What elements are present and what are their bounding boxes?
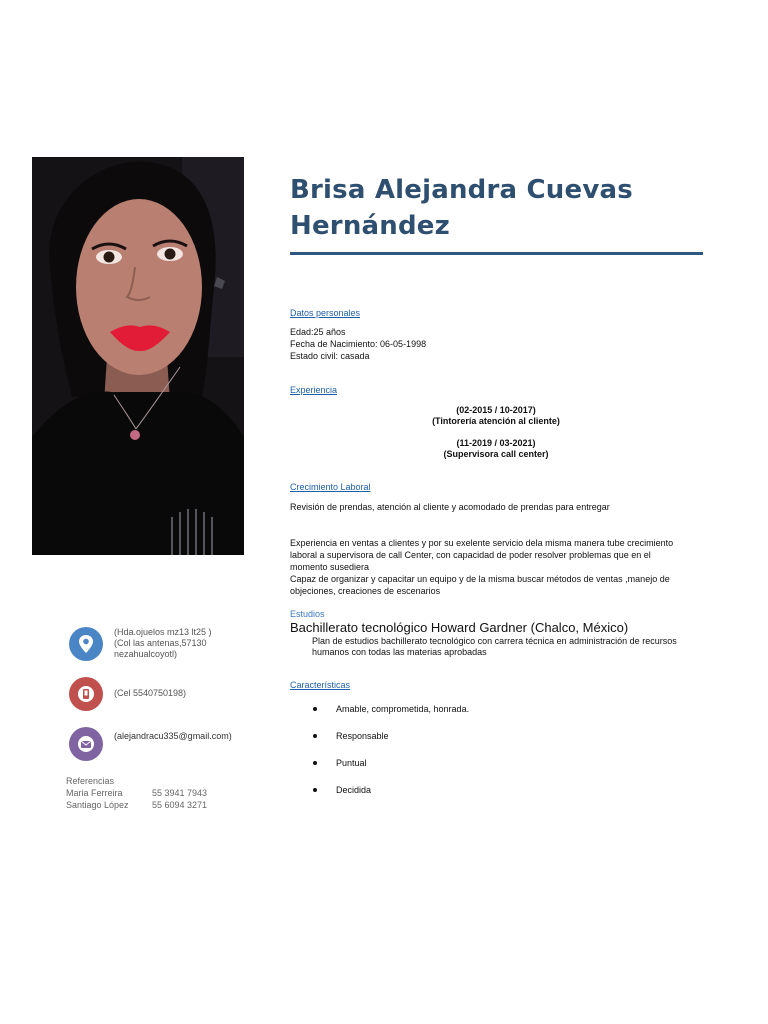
email-icon (69, 727, 103, 761)
studies-line: Plan de estudios bachillerato tecnológico con carrera técnica en administración de recursos (312, 636, 677, 646)
phone-icon (69, 677, 103, 711)
list-item: Puntual (313, 756, 469, 783)
growth-line: objeciones, creaciones de escenarios (290, 586, 441, 596)
studies-description (312, 636, 712, 658)
studies-title: Bachillerato tecnológico Howard Gardner (Chalco, México) (290, 620, 629, 635)
location-pin-icon (69, 627, 103, 661)
experience-entry (290, 405, 702, 427)
studies-line: humanos con todas las materias aprobadas (312, 647, 487, 657)
email[interactable]: (alejandracu335@gmail.com) (114, 731, 232, 741)
growth-paragraph-2 (290, 537, 673, 597)
address-line: nezahualcoyotl) (114, 649, 178, 659)
profile-photo (32, 157, 244, 555)
experience-entry (290, 438, 702, 460)
address-line: (Hda.ojuelos mz13 lt25 ) (114, 627, 212, 637)
traits-heading: Características (290, 680, 351, 690)
growth-line: Experiencia en ventas a clientes y por su exelente servicio dela misma manera tube crecimiento (290, 538, 674, 548)
experience-heading: Experiencia (290, 385, 338, 395)
references (66, 775, 207, 811)
name-line-2: Hernández (290, 211, 450, 241)
studies-heading: Estudios (290, 609, 325, 619)
reference-phone: 55 3941 7943 (152, 788, 208, 798)
growth-line: laboral a supervisora de call Center, con capacidad de poder resolver problemas que en el (290, 550, 651, 560)
experience-dates: (11-2019 / 03-2021) (456, 438, 536, 448)
name-line-1: Brisa Alejandra Cuevas (290, 175, 633, 205)
birthdate: Fecha de Nacimiento: 06-05-1998 (290, 339, 427, 349)
experience-role: (Tintorería atención al cliente) (432, 416, 560, 426)
reference-name: Maria Ferreira (66, 788, 123, 798)
list-item: Amable, comprometida, honrada. (313, 702, 469, 729)
reference-name: Santiago López (66, 800, 129, 810)
personal-heading: Datos personales (290, 308, 361, 318)
age: Edad:25 años (290, 327, 346, 337)
list-item: Responsable (313, 729, 469, 756)
personal-info (290, 326, 426, 362)
marital-status: Estado civil: casada (290, 351, 370, 361)
phone[interactable]: (Cel 5540750198) (114, 688, 187, 698)
experience-role: (Supervisora call center) (443, 449, 549, 459)
reference-row (66, 799, 207, 811)
growth-heading: Crecimiento Laboral (290, 482, 371, 492)
reference-row (66, 787, 207, 799)
references-heading: Referencias (66, 776, 115, 786)
name-divider (290, 252, 703, 255)
full-name (290, 172, 710, 244)
growth-line: momento susediera (290, 562, 370, 572)
growth-paragraph-1: Revisión de prendas, atención al cliente y acomodado de prendas para entregar (290, 502, 610, 512)
address (114, 627, 212, 660)
traits-list (313, 702, 469, 810)
reference-phone: 55 6094 3271 (152, 800, 208, 810)
growth-line: Capaz de organizar y capacitar un equipo y de la misma buscar métodos de ventas ,manejo de (290, 574, 670, 584)
address-line: (Col las antenas,57130 (114, 638, 207, 648)
list-item: Decidida (313, 783, 469, 810)
experience-dates: (02-2015 / 10-2017) (456, 405, 536, 415)
